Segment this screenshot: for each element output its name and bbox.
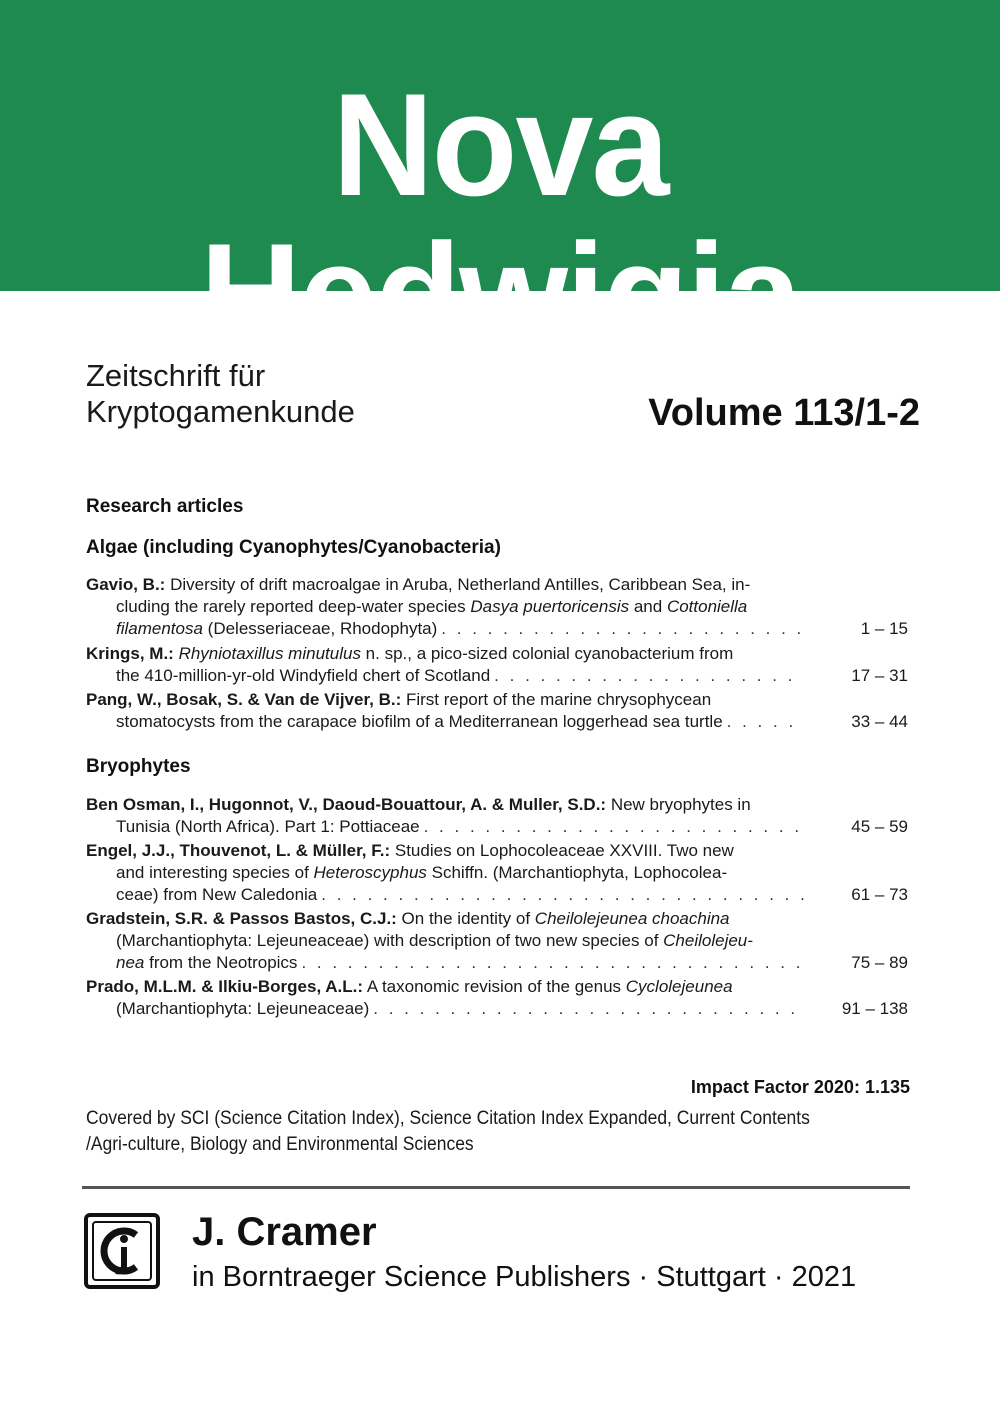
page-range: 17 – 31 <box>851 666 908 685</box>
article-entry-pang <box>86 689 908 733</box>
page-range: 61 – 73 <box>851 885 908 904</box>
indexing-note: Covered by SCI (Science Citation Index), Science Citation Index Expanded, Current Contents /Agri-culture, Biology and Environmental Sciences <box>86 1108 810 1155</box>
journal-subtitle <box>86 358 355 430</box>
article-entry-ben-osman <box>86 794 908 838</box>
species-name: Cheilolejeu- <box>663 931 753 950</box>
article-title-text: (Marchantiophyta: Lejeuneaceae) with description of two new species of <box>116 931 664 950</box>
article-line <box>86 976 908 998</box>
subtitle-line-1: Zeitschrift für <box>86 358 266 393</box>
dot-leader <box>301 952 804 974</box>
article-authors: Ben Osman, I., Hugonnot, V., Daoud-Bouattour, A. & Muller, S.D.: <box>86 795 607 814</box>
species-name: Cyclolejeunea <box>625 977 733 996</box>
article-authors: Gradstein, S.R. & Passos Bastos, C.J.: <box>86 909 397 928</box>
page-range: 45 – 59 <box>851 817 908 836</box>
article-title-text: and interesting species of <box>116 863 314 882</box>
dot-leader <box>373 998 804 1020</box>
section-algae: Algae (including Cyanophytes/Cyanobacteria) <box>86 537 501 558</box>
article-title-text: (Delesseriaceae, Rhodophyta) <box>202 619 438 638</box>
article-line <box>86 574 908 596</box>
article-title-text: On the identity of <box>396 909 535 928</box>
page-range: 91 – 138 <box>841 999 908 1018</box>
subtitle-line-2: Kryptogamenkunde <box>86 394 355 429</box>
article-entry-gradstein <box>86 908 908 974</box>
species-name: nea <box>116 953 145 972</box>
species-name: Dasya puertoricensis <box>470 597 630 616</box>
article-authors: Gavio, B.: <box>86 575 166 594</box>
species-name: Heteroscyphus <box>313 863 427 882</box>
article-title-text: cluding the rarely reported deep-water species <box>116 597 471 616</box>
footer-divider <box>82 1186 910 1189</box>
page-range: 1 – 15 <box>860 619 908 638</box>
species-name: Cottoniella <box>666 597 748 616</box>
dot-leader <box>494 665 804 687</box>
article-entry-engel <box>86 840 908 906</box>
publisher-name: J. Cramer <box>192 1210 377 1254</box>
article-line <box>86 618 908 640</box>
article-entry-gavio <box>86 574 908 640</box>
article-title-text: Tunisia (North Africa). Part 1: Pottiaceae <box>116 817 420 836</box>
section-bryophytes: Bryophytes <box>86 756 191 777</box>
article-title-text: stomatocysts from the carapace biofilm of a Mediterranean loggerhead sea turtle <box>116 712 723 731</box>
dot-leader <box>727 711 804 733</box>
volume-label: Volume 113/1-2 <box>648 392 920 434</box>
article-title-text: from the Neotropics <box>144 953 298 972</box>
page-range: 33 – 44 <box>851 712 908 731</box>
journal-title: Nova Hedwigia <box>200 63 800 376</box>
article-title-text: n. sp., a pico-sized colonial cyanobacterium from <box>360 644 734 663</box>
article-title-text: First report of the marine chrysophycean <box>401 690 712 709</box>
section-research-articles: Research articles <box>86 496 244 517</box>
article-line <box>86 930 908 952</box>
species-name: Cheilolejeunea choachina <box>534 909 730 928</box>
article-line <box>86 840 908 862</box>
article-line <box>86 711 908 733</box>
dot-leader <box>441 618 804 640</box>
publisher-logo-icon <box>84 1213 160 1289</box>
article-line <box>86 596 908 618</box>
publisher-details: in Borntraeger Science Publishers · Stuttgart · 2021 <box>192 1261 857 1293</box>
article-line <box>86 665 908 687</box>
article-line <box>86 689 908 711</box>
article-title-text: ceae) from New Caledonia <box>116 885 318 904</box>
article-line <box>86 816 908 838</box>
article-authors: Pang, W., Bosak, S. & Van de Vijver, B.: <box>86 690 402 709</box>
article-line <box>86 908 908 930</box>
article-authors: Krings, M.: <box>86 644 174 663</box>
article-line <box>86 884 908 906</box>
species-name: filamentosa <box>116 619 203 638</box>
article-title-text: and <box>629 597 667 616</box>
article-authors: Engel, J.J., Thouvenot, L. & Müller, F.: <box>86 841 391 860</box>
article-title-text: Studies on Lophocoleaceae XXVIII. Two new <box>390 841 734 860</box>
article-authors: Prado, M.L.M. & Ilkiu-Borges, A.L.: <box>86 977 364 996</box>
article-line <box>86 794 908 816</box>
article-line <box>86 952 908 974</box>
species-name: Rhyniotaxillus minutulus <box>178 644 361 663</box>
dot-leader <box>424 816 804 838</box>
article-line <box>86 862 908 884</box>
article-title-text: (Marchantiophyta: Lejeuneaceae) <box>116 999 370 1018</box>
dot-leader <box>321 884 804 906</box>
article-line <box>86 998 908 1020</box>
article-line <box>86 643 908 665</box>
article-title-text: A taxonomic revision of the genus <box>363 977 626 996</box>
impact-factor: Impact Factor 2020: 1.135 <box>690 1077 910 1097</box>
article-title-text: New bryophytes in <box>606 795 751 814</box>
page-range: 75 – 89 <box>851 953 908 972</box>
article-entry-krings <box>86 643 908 687</box>
article-entry-prado <box>86 976 908 1020</box>
article-title-text: Diversity of drift macroalgae in Aruba, Netherland Antilles, Caribbean Sea, in- <box>165 575 751 594</box>
article-title-text: the 410-million-yr-old Windyfield chert of Scotland <box>116 666 491 685</box>
article-title-text: Schiffn. (Marchantiophyta, Lophocolea- <box>426 863 728 882</box>
